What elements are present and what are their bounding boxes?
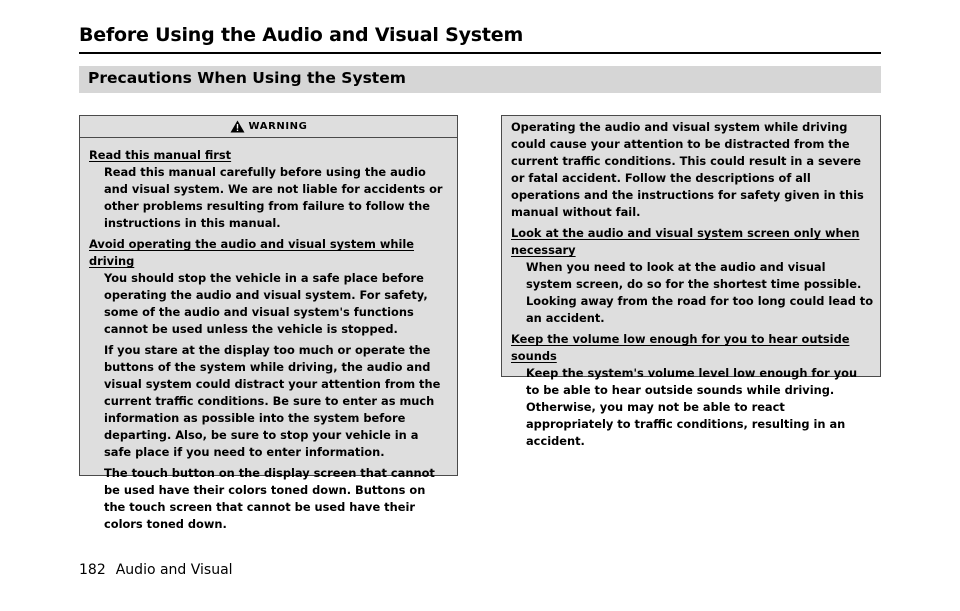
page-title: Before Using the Audio and Visual System (79, 24, 524, 46)
warning-continuation-box (501, 115, 881, 448)
text-volume-low: Keep the system's volume level low enough for you to be able to hear outside sounds while driving. Otherwise, you may not be able to react appropriately to traffic conditions, resulting in an accident. (526, 366, 858, 448)
warning-text-toned-down: The touch button on the display screen that cannot be used have their colors toned down. Buttons on the touch screen that cannot be used have their colors toned down. (104, 466, 435, 531)
text-look-at-screen: When you need to look at the audio and visual system screen, do so for the shortest time possible. Looking away from the road for too long could lead to an accident. (526, 260, 874, 325)
warning-text-stop-vehicle: You should stop the vehicle in a safe place before operating the audio and visual system. For safety, some of the audio and visual system's functions cannot be used unless the vehicle is stopped. (104, 271, 428, 336)
page-footer (79, 562, 233, 578)
warning-text-read-manual: Read this manual carefully before using the audio and visual system. We are not liable for accidents or other problems resulting from failure to follow the instructions in this manual. (104, 165, 443, 230)
intro-paragraph: Operating the audio and visual system while driving could cause your attention to be distracted from the current traffic conditions. This could result in a severe or fatal accident. Follow the descriptions of all operations and the instructions for safety given in this manual without fail. (511, 120, 864, 219)
page-number: 182 (79, 562, 106, 578)
warning-text-distraction: If you stare at the display too much or operate the buttons of the system while driving, the audio and visual system could distract your attention from the current traffic conditions. Be sure to enter as much information as possible into the system before departing. Also, be sure to stop your vehicle in a safe place if you need to enter information. (104, 343, 441, 459)
section-header-bar (79, 66, 881, 93)
title-divider (79, 52, 881, 54)
warning-heading-avoid-operating: Avoid operating the audio and visual system while driving (89, 237, 415, 268)
warning-box (79, 115, 458, 531)
heading-look-at-screen: Look at the audio and visual system screen only when necessary (511, 226, 860, 257)
warning-label: WARNING (248, 121, 308, 132)
warning-heading-read-manual: Read this manual first (89, 148, 232, 162)
warning-body (80, 138, 457, 533)
footer-section-name: Audio and Visual (115, 562, 233, 578)
warning-triangle-icon (230, 120, 245, 133)
heading-volume-low: Keep the volume low enough for you to hear outside sounds (511, 332, 850, 363)
warning-header (80, 116, 457, 138)
section-title: Precautions When Using the System (88, 69, 406, 87)
